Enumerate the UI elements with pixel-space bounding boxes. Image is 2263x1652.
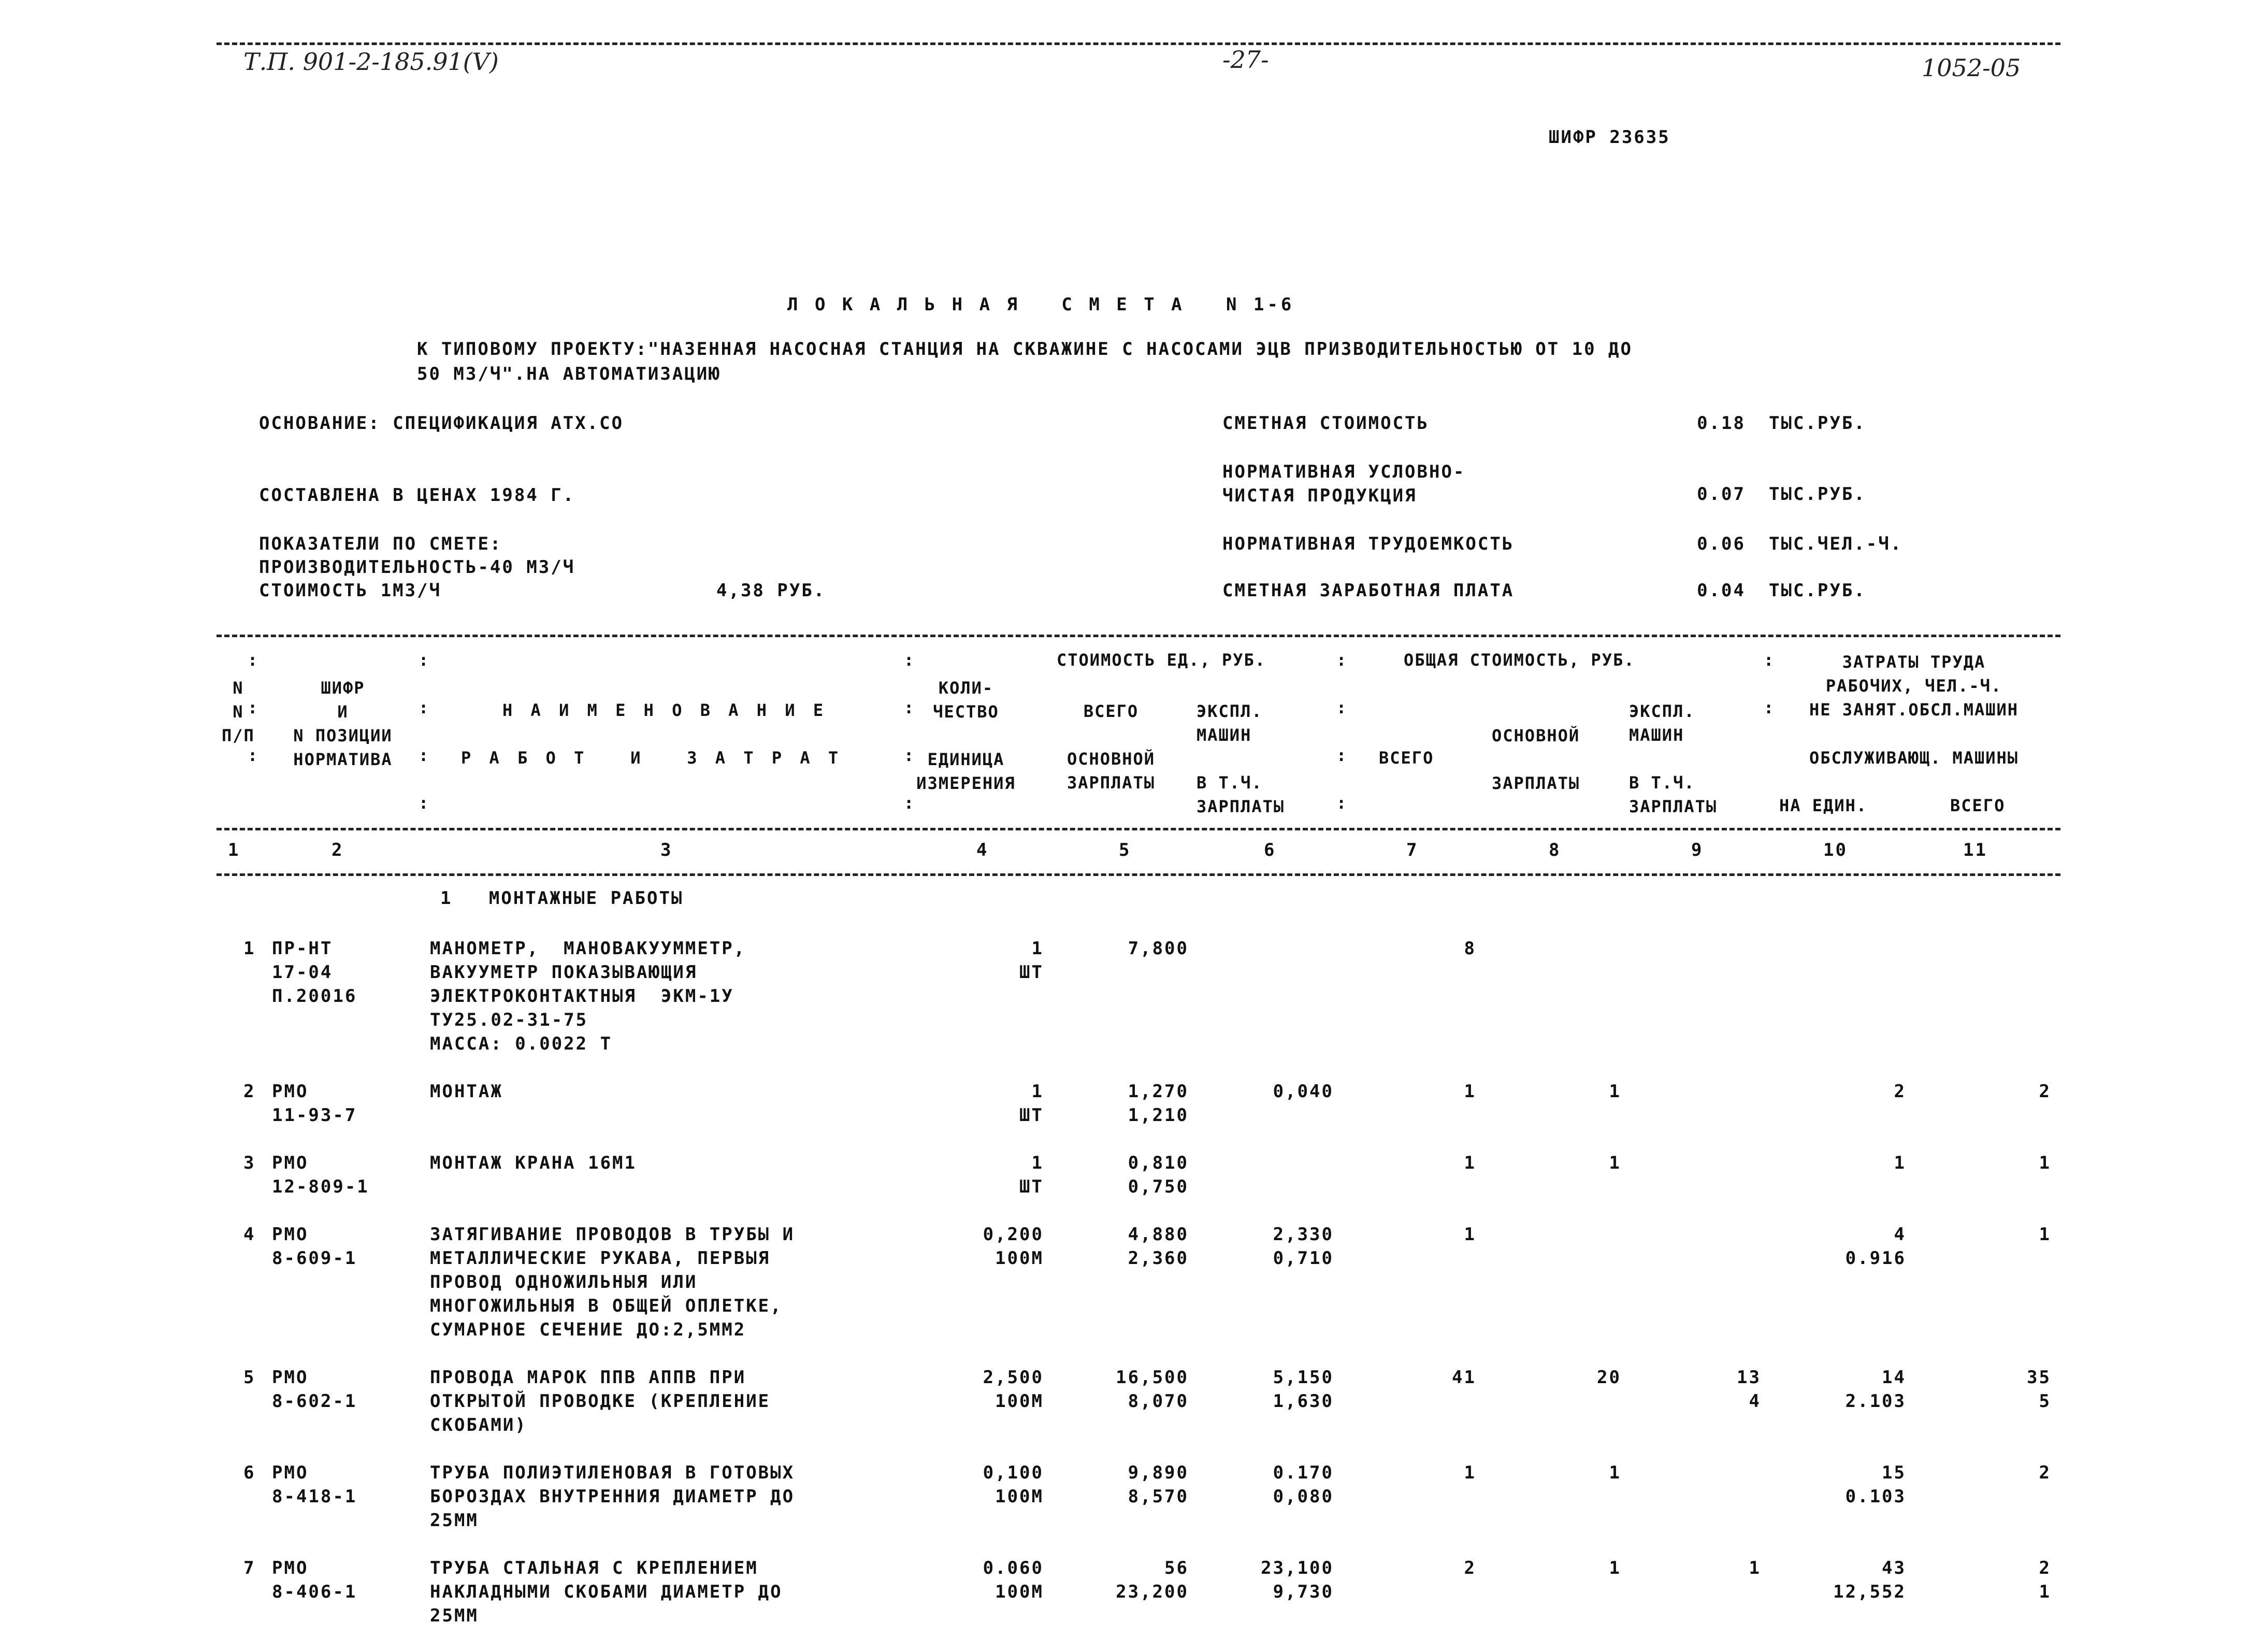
row-code: РМО 8-609-1 [272,1224,357,1269]
row-labor-total: 35 5 [2027,1367,2051,1412]
estimate-cost-label: СМЕТНАЯ СТОИМОСТЬ [1222,413,1429,434]
row-wages: 1 [1609,1462,1621,1483]
row-name: МОНТАЖ [430,1081,503,1102]
row-quantity: 1 ШТ [1019,938,1044,983]
net-product-label: НОРМАТИВНАЯ УСЛОВНО- ЧИСТАЯ ПРОДУКЦИЯ [1222,462,1466,506]
estimate-cost-value: 0.18 [1697,413,1746,434]
numbers-bottom-rule [217,873,2060,876]
row-code: РМО 8-406-1 [272,1558,357,1602]
unit-cost-value: 4,38 РУБ. [716,580,826,601]
row-total: 8 [1464,938,1476,959]
row-total: 41 [1452,1367,1476,1388]
row-unit-cost: 7,800 [1128,938,1189,959]
row-labor-unit: 43 12,552 [1833,1558,1906,1602]
wages-label: СМЕТНАЯ ЗАРАБОТНАЯ ПЛАТА [1222,580,1515,601]
labor-intensity-label: НОРМАТИВНАЯ ТРУДОЕМКОСТЬ [1222,534,1515,554]
row-machine-total: 1 [1749,1558,1761,1578]
row-name: МОНТАЖ КРАНА 16М1 [430,1153,637,1173]
col-number: 8 [1549,840,1561,860]
document-title: Л О К А Л Ь Н А Я С М Е Т А N 1-6 [787,294,1295,315]
col-number: 2 [331,840,344,860]
header-col-2: ШИФР И N ПОЗИЦИИ НОРМАТИВА [293,678,393,769]
wages-unit: ТЫС.РУБ. [1769,580,1866,601]
row-labor-unit: 15 0.103 [1845,1462,1906,1507]
row-code: РМО 8-418-1 [272,1462,357,1507]
document-number: 1052-05 [1922,54,2021,82]
prices-text: СОСТАВЛЕНА В ЦЕНАХ 1984 Г. [259,485,575,506]
row-total: 1 [1464,1153,1476,1173]
row-code: РМО 11-93-7 [272,1081,357,1126]
header-top-rule [217,635,2060,637]
unit-cost-label: СТОИМОСТЬ 1М3/Ч [259,580,442,601]
row-name: ТРУБА СТАЛЬНАЯ С КРЕПЛЕНИЕМ НАКЛАДНЫМИ СКОБАМИ ДИАМЕТР ДО 25ММ [430,1558,783,1626]
col-number: 9 [1691,840,1704,860]
col-number: 6 [1264,840,1276,860]
row-labor-unit: 14 2.103 [1845,1367,1906,1412]
productivity-text: ПРОИЗВОДИТЕЛЬНОСТЬ-40 М3/Ч [259,557,575,578]
row-machine-cost: 23,100 9,730 [1261,1558,1334,1602]
subtitle-line-2: 50 М3/Ч".НА АВТОМАТИЗАЦИЮ [417,364,721,384]
header-bottom-rule [217,828,2060,830]
row-machine-cost: 2,330 0,710 [1273,1224,1334,1269]
row-quantity: 1 ШТ [1019,1153,1044,1197]
row-name: ПРОВОДА МАРОК ППВ АППВ ПРИ ОТКРЫТОЙ ПРОВОДКЕ (КРЕПЛЕНИЕ СКОБАМИ) [430,1367,771,1435]
row-number: 4 [243,1224,256,1245]
net-product-value: 0.07 [1697,484,1746,505]
row-machine-cost: 0.170 0,080 [1273,1462,1334,1507]
col-number: 7 [1406,840,1419,860]
row-wages: 1 [1609,1153,1621,1173]
row-quantity: 2,500 100М [983,1367,1044,1412]
col-number: 11 [1963,840,1987,860]
header-col-4: КОЛИ- ЧЕСТВО ЕДИНИЦА ИЗМЕРЕНИЯ [916,678,1016,793]
row-machine-total: 13 4 [1737,1367,1761,1412]
row-labor-total: 1 [2039,1224,2051,1245]
section-title: 1 МОНТАЖНЫЕ РАБОТЫ [440,888,684,909]
row-number: 6 [243,1462,256,1483]
row-labor-total: 1 [2039,1153,2051,1173]
basis-text: ОСНОВАНИЕ: СПЕЦИФИКАЦИЯ АТХ.СО [259,413,624,434]
header-cost-unit: СТОИМОСТЬ ЕД., РУБ. [1057,650,1266,670]
labor-intensity-value: 0.06 [1697,534,1746,554]
page-number: -27- [1222,46,1269,74]
header-total-cost: ОБЩАЯ СТОИМОСТЬ, РУБ. [1404,650,1635,670]
header-labor-sub: ОБСЛУЖИВАЮЩ. МАШИНЫ [1809,748,2019,768]
row-code: ПР-НТ 17-04 П.20016 [272,938,357,1007]
shifr-code: ШИФР 23635 [1549,127,1670,148]
row-unit-cost: 4,880 2,360 [1128,1224,1189,1269]
row-number: 2 [243,1081,256,1102]
top-dashed-rule [217,42,2060,45]
row-labor-unit: 2 [1894,1081,1906,1102]
col-number: 1 [228,840,240,860]
row-total: 1 [1464,1081,1476,1102]
row-name: ТРУБА ПОЛИЭТИЛЕНОВАЯ В ГОТОВЫХ БОРОЗДАХ ВНУТРЕННИЯ ДИАМЕТР ДО 25ММ [430,1462,795,1531]
col-number: 3 [660,840,673,860]
row-number: 7 [243,1558,256,1578]
row-unit-cost: 1,270 1,210 [1128,1081,1189,1126]
header-col-11: ВСЕГО [1950,796,2006,815]
row-total: 1 [1464,1462,1476,1483]
row-unit-cost: 9,890 8,570 [1128,1462,1189,1507]
col-number: 5 [1119,840,1131,860]
row-total: 2 [1464,1558,1476,1578]
row-unit-cost: 16,500 8,070 [1116,1367,1189,1412]
row-labor-total: 2 1 [2039,1558,2051,1602]
row-unit-cost: 0,810 0,750 [1128,1153,1189,1197]
header-col-5: ВСЕГО ОСНОВНОЙ ЗАРПЛАТЫ [1066,701,1156,793]
col-number: 4 [976,840,989,860]
row-number: 3 [243,1153,256,1173]
project-code: Т.П. 901-2-185.91(V) [243,48,499,76]
estimate-cost-unit: ТЫС.РУБ. [1769,413,1866,434]
row-labor-total: 2 [2039,1081,2051,1102]
row-code: РМО 8-602-1 [272,1367,357,1412]
row-code: РМО 12-809-1 [272,1153,369,1197]
header-separators: : : : : : : : : : : : : : : : : : [248,650,1775,813]
labor-intensity-unit: ТЫС.ЧЕЛ.-Ч. [1769,534,1903,554]
row-machine-cost: 5,150 1,630 [1273,1367,1334,1412]
row-quantity: 0.060 100М [983,1558,1044,1602]
row-wages: 1 [1609,1558,1621,1578]
subtitle-line-1: К ТИПОВОМУ ПРОЕКТУ:"НАЗЕННАЯ НАСОСНАЯ СТАНЦИЯ НА СКВАЖИНЕ С НАСОСАМИ ЭЦВ ПРИЗВОДИТЕЛЬНОСТЬЮ ОТ 10 ДО [417,339,1633,360]
row-quantity: 0,100 100М [983,1462,1044,1507]
row-quantity: 0,200 100М [983,1224,1044,1269]
row-labor-total: 2 [2039,1462,2051,1483]
col-number: 10 [1823,840,1848,860]
indicators-label: ПОКАЗАТЕЛИ ПО СМЕТЕ: [259,534,502,554]
row-unit-cost: 56 23,200 [1116,1558,1189,1602]
header-col-3b: Р А Б О Т И З А Т Р А Т [461,748,843,768]
row-number: 5 [243,1367,256,1388]
header-col-10: НА ЕДИН. [1779,796,1868,815]
row-labor-unit: 4 0.916 [1845,1224,1906,1269]
row-name: ЗАТЯГИВАНИЕ ПРОВОДОВ В ТРУБЫ И МЕТАЛЛИЧЕСКИЕ РУКАВА, ПЕРВЫЯ ПРОВОД ОДНОЖИЛЬНЫЯ ИЛИ МНОГОЖИЛЬНЫЯ В ОБЩЕЙ ОПЛЕТКЕ, СУМАРНОЕ СЕЧЕНИЕ ДО:2,5ММ2 [430,1224,795,1340]
row-wages: 1 [1609,1081,1621,1102]
header-col-8: ОСНОВНОЙ ЗАРПЛАТЫ [1492,726,1580,793]
wages-value: 0.04 [1697,580,1746,601]
header-col-3a: Н А И М Е Н О В А Н И Е [502,700,828,720]
header-col-9: ЭКСПЛ. МАШИН В Т.Ч. ЗАРПЛАТЫ [1629,701,1718,816]
row-machine-cost: 0,040 [1273,1081,1334,1102]
header-col-1: N N П/П [222,678,255,745]
net-product-unit: ТЫС.РУБ. [1769,484,1866,505]
row-quantity: 1 ШТ [1019,1081,1044,1126]
header-labor: ЗАТРАТЫ ТРУДА РАБОЧИХ, ЧЕЛ.-Ч. НЕ ЗАНЯТ.ОБСЛ.МАШИН [1809,652,2019,720]
row-number: 1 [243,938,256,959]
row-wages: 20 [1597,1367,1621,1388]
header-col-7: ВСЕГО [1379,748,1434,768]
header-col-6: ЭКСПЛ. МАШИН В Т.Ч. ЗАРПЛАТЫ [1197,701,1285,816]
row-total: 1 [1464,1224,1476,1245]
row-labor-unit: 1 [1894,1153,1906,1173]
row-name: МАНОМЕТР, МАНОВАКУУММЕТР, ВАКУУМЕТР ПОКАЗЫВАЮЩИЯ ЭЛЕКТРОКОНТАКТНЫЯ ЭКМ-1У ТУ25.02-31-75 МАССА: 0.0022 Т [430,938,746,1054]
